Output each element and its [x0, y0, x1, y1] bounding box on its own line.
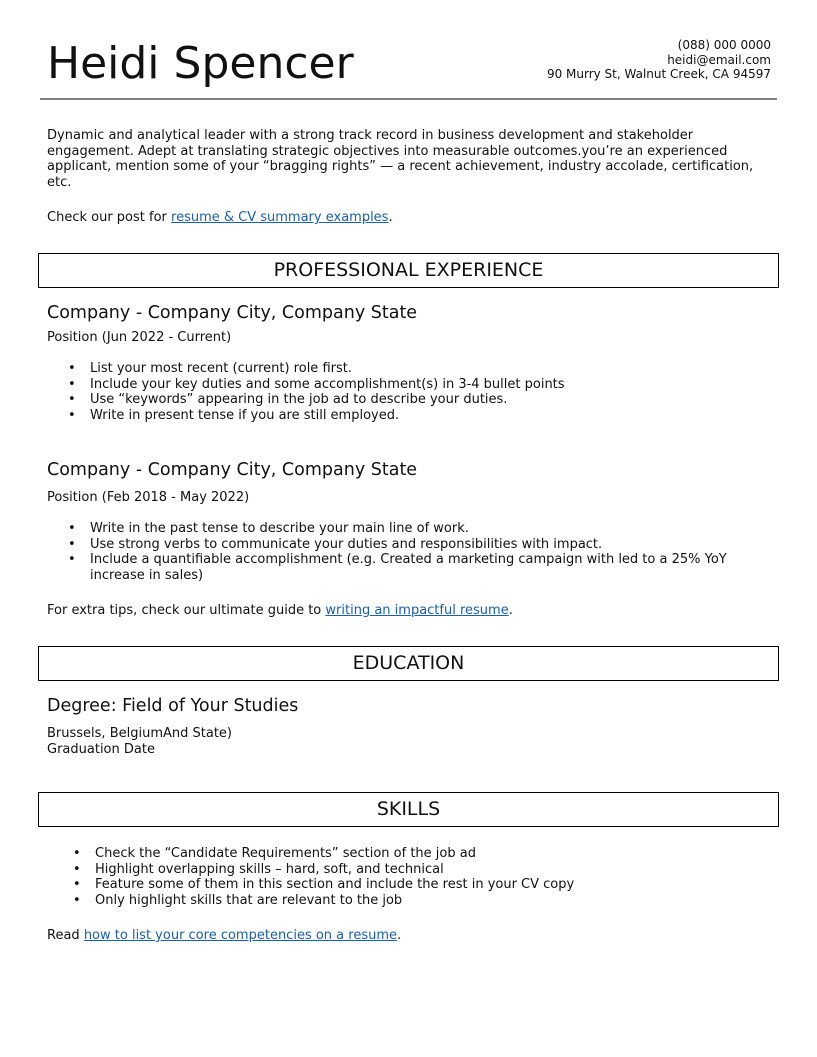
skills-read-line: [47, 924, 777, 944]
job-1-bullets: [68, 361, 780, 423]
summary-check-suffix: .: [388, 210, 393, 225]
experience-tips-line: [47, 599, 777, 619]
bullet-icon: •: [68, 552, 76, 567]
tips-suffix: .: [508, 603, 513, 618]
tips-prefix: For extra tips, check our ultimate guide to: [47, 603, 326, 618]
job-2-company: Company - Company City, Company State: [47, 460, 418, 480]
list-item: [73, 892, 775, 909]
job-2-bullets: [68, 521, 770, 583]
contact-block: [547, 38, 771, 82]
job-2-position: Position (Feb 2018 - May 2022): [47, 490, 250, 505]
skill-bullet-text: Check the “Candidate Requirements” section of the job ad: [95, 846, 476, 861]
email-address: heidi@email.com: [667, 52, 771, 67]
education-heading: EDUCATION: [38, 646, 779, 681]
job-1-bullet-text: Include your key duties and some accomplishment(s) in 3-4 bullet points: [90, 376, 565, 392]
bullet-icon: •: [68, 536, 76, 552]
summary-check-prefix: Check our post for: [47, 210, 172, 225]
list-item: [73, 846, 775, 862]
bullet-icon: •: [73, 877, 81, 892]
read-prefix: Read: [47, 928, 84, 943]
list-item: [73, 877, 775, 893]
list-item: [68, 376, 780, 393]
job-1-position: Position (Jun 2022 - Current): [47, 330, 232, 345]
job-2-bullet-text: Write in the past tense to describe your main line of work.: [90, 521, 469, 536]
bullet-icon: •: [68, 392, 76, 407]
bullet-icon: •: [73, 846, 81, 861]
list-item: [73, 861, 775, 878]
phone-number: (088) 000 0000: [677, 38, 771, 52]
bullet-icon: •: [73, 892, 81, 908]
skills-heading: SKILLS: [38, 792, 779, 827]
bullet-icon: •: [73, 861, 81, 877]
bullet-icon: •: [68, 376, 76, 392]
summary-check-line: [47, 206, 777, 226]
summary-examples-link[interactable]: resume & CV summary examples: [171, 210, 389, 225]
job-1-bullet-text: Write in present tense if you are still employed.: [90, 407, 400, 423]
skill-bullet-text: Highlight overlapping skills – hard, soft, and technical: [95, 861, 444, 877]
job-2-bullet-text: Use strong verbs to communicate your duties and responsibilities with impact.: [90, 536, 603, 552]
education-location: Brussels, BelgiumAnd State): [47, 726, 232, 741]
bullet-icon: •: [68, 521, 76, 536]
candidate-name: Heidi Spencer: [47, 38, 354, 89]
summary-section: [47, 128, 777, 190]
bullet-icon: •: [68, 361, 76, 376]
core-competencies-link[interactable]: how to list your core competencies on a resume: [83, 928, 397, 943]
street-address: 90 Murry St, Walnut Creek, CA 94597: [546, 67, 771, 81]
degree-title: Degree: Field of Your Studies: [47, 696, 299, 716]
header-divider: [40, 98, 777, 100]
list-item: [68, 552, 770, 583]
skill-bullet-text: Feature some of them in this section and include the rest in your CV copy: [95, 877, 575, 892]
skills-bullets: [73, 846, 775, 908]
experience-heading: PROFESSIONAL EXPERIENCE: [38, 253, 779, 288]
graduation-date: Graduation Date: [47, 742, 155, 757]
skill-bullet-text: Only highlight skills that are relevant to the job: [95, 892, 403, 908]
read-suffix: .: [397, 928, 402, 943]
list-item: [68, 392, 780, 408]
list-item: [68, 536, 770, 553]
list-item: [68, 407, 780, 424]
job-1-company: Company - Company City, Company State: [47, 303, 418, 323]
impactful-resume-link[interactable]: writing an impactful resume: [325, 603, 509, 618]
bullet-icon: •: [68, 407, 76, 423]
job-1-bullet-text: Use “keywords” appearing in the job ad to describe your duties.: [90, 392, 508, 407]
list-item: [68, 521, 770, 537]
job-1-bullet-text: List your most recent (current) role first.: [90, 361, 352, 376]
job-2-bullet-text: Include a quantifiable accomplishment (e.g. Created a marketing campaign with led to a 25% YoY increase in sales): [90, 552, 727, 583]
list-item: [68, 361, 780, 377]
summary-text: Dynamic and analytical leader with a strong track record in business development and stakeholder engagement. Adept at translating strategic objectives into measurable outcomes.you’re an experienced applicant, mention some of your “bragging rights” — a recent achievement, industry accolade, certification, etc.: [47, 128, 754, 190]
